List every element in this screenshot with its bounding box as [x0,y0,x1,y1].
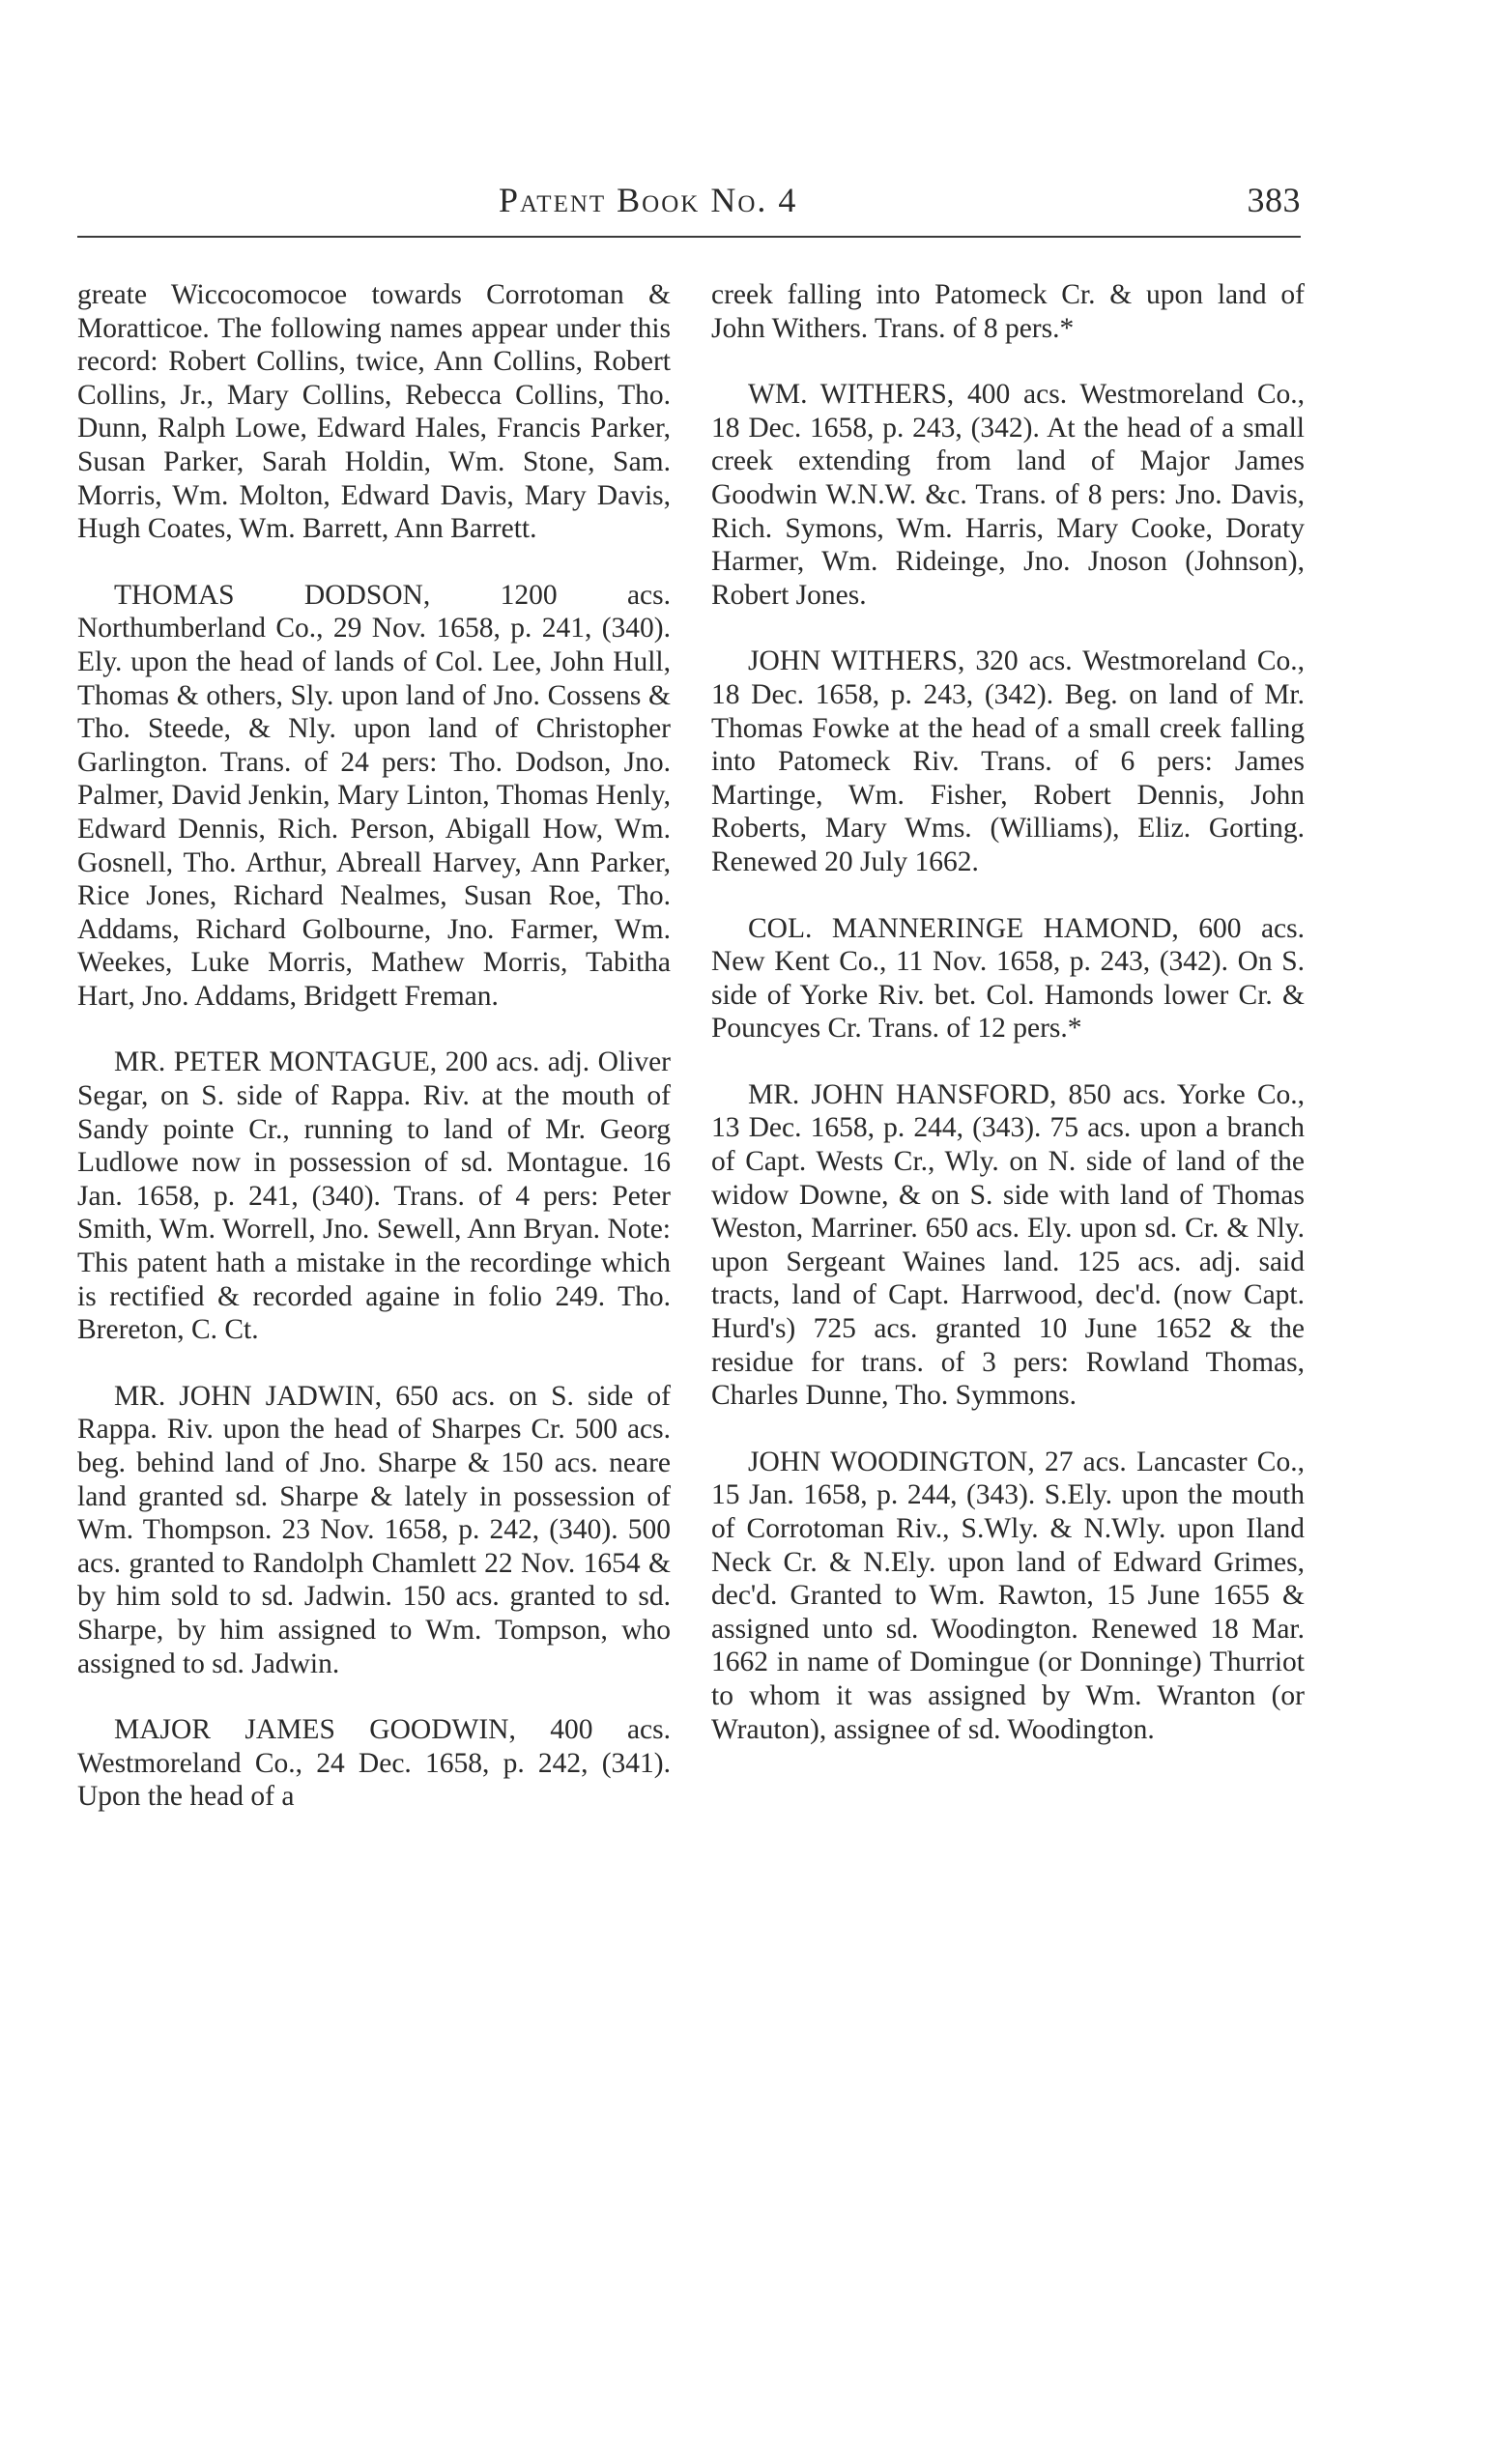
right-continuation-paragraph: creek falling into Patomeck Cr. & upon land of John Withers. Trans. of 8 pers.* [711,279,1305,344]
running-title: Patent Book No. 4 [499,181,798,219]
patent-entry-john-hansford: MR. JOHN HANSFORD, 850 acs. Yorke Co., 13 Dec. 1658, p. 244, (343). 75 acs. upon a branch of Capt. Wests Cr., Wly. on N. side of land of the widow Downe, & on S. side with land of Thomas Weston, Marriner. 650 acs. Ely. upon sd. Cr. & Nly. upon Sergeant Waines land. 125 acs. adj. said tracts, land of Capt. Harrwood, dec'd. (now Capt. Hurd's) 725 acs. granted 10 June 1652 & the residue for trans. of 3 pers: Rowland Thomas, Charles Dunne, Tho. Symmons. [711,1078,1305,1412]
right-column [711,278,1305,1779]
patent-entry-john-woodington: JOHN WOODINGTON, 27 acs. Lancaster Co., 15 Jan. 1658, p. 244, (343). S.Ely. upon the mouth of Corrotoman Riv., S.Wly. & N.Wly. upon Iland Neck Cr. & N.Ely. upon land of Edward Grimes, dec'd. Granted to Wm. Rawton, 15 June 1655 & assigned unto sd. Woodington. Renewed 18 Mar. 1662 in name of Domingue (or Donninge) Thurriot to whom it was assigned by Wm. Wranton (or Wrauton), assignee of sd. Woodington. [711,1446,1305,1745]
left-column [77,278,671,1847]
patent-entry-thomas-dodson: THOMAS DODSON, 1200 acs. Northumberland Co., 29 Nov. 1658, p. 241, (340). Ely. upon the head of lands of Col. Lee, John Hull, Thomas & others, Sly. upon land of Jno. Cossens & Tho. Steede, & Nly. upon land of Christopher Garlington. Trans. of 24 pers: Tho. Dodson, Jno. Palmer, David Jenkin, Mary Linton, Thomas Henly, Edward Dennis, Rich. Person, Abigall How, Wm. Gosnell, Tho. Arthur, Abreall Harvey, Ann Parker, Rice Jones, Richard Nealmes, Susan Roe, Tho. Addams, Richard Golbourne, Jno. Farmer, Wm. Weekes, Luke Morris, Mathew Morris, Tabitha Hart, Jno. Addams, Bridgett Freman. [77,579,671,1012]
patent-entry-james-goodwin: MAJOR JAMES GOODWIN, 400 acs. Westmoreland Co., 24 Dec. 1658, p. 242, (341). Upon the head of a [77,1714,671,1813]
patent-entry-john-withers: JOHN WITHERS, 320 acs. Westmoreland Co., 18 Dec. 1658, p. 243, (342). Beg. on land of Mr. Thomas Fowke at the head of a small creek falling into Patomeck Riv. Trans. of 6 pers: James Martinge, Wm. Fisher, Robert Dennis, John Roberts, Mary Wms. (Williams), Eliz. Gorting. Renewed 20 July 1662. [711,645,1305,877]
patent-entry-wm-withers: WM. WITHERS, 400 acs. Westmoreland Co., 18 Dec. 1658, p. 243, (342). At the head of a small creek extending from land of Major James Goodwin W.N.W. &c. Trans. of 8 pers: Jno. Davis, Rich. Symons, Wm. Harris, Mary Cooke, Doraty Harmer, Wm. Rideinge, Jno. Jnoson (Johnson), Robert Jones. [711,379,1305,611]
running-head [77,180,1301,226]
patent-entry-john-jadwin: MR. JOHN JADWIN, 650 acs. on S. side of Rappa. Riv. upon the head of Sharpes Cr. 500 acs. beg. behind land of Jno. Sharpe & 150 acs. neare land granted sd. Sharpe & lately in possession of Wm. Thompson. 23 Nov. 1658, p. 242, (340). 500 acs. granted to Randolph Chamlett 22 Nov. 1654 & by him sold to sd. Jadwin. 150 acs. granted to sd. Sharpe, by him assigned to Wm. Tompson, who assigned to sd. Jadwin. [77,1380,671,1679]
patent-entry-peter-montague: MR. PETER MONTAGUE, 200 acs. adj. Oliver Segar, on S. side of Rappa. Riv. at the mouth of Sandy pointe Cr., running to land of Mr. Georg Ludlowe now in possession of sd. Montague. 16 Jan. 1658, p. 241, (340). Trans. of 4 pers: Peter Smith, Wm. Worrell, Jno. Sewell, Ann Bryan. Note: This patent hath a mistake in the recordinge which is rectified & recorded againe in folio 249. Tho. Brereton, C. Ct. [77,1046,671,1346]
page-number: 383 [1247,181,1301,219]
header-rule [77,236,1301,238]
left-continuation-paragraph: greate Wiccocomocoe towards Corrotoman & Moratticoe. The following names appear under this record: Robert Collins, twice, Ann Collins, Robert Collins, Jr., Mary Collins, Rebecca Collins, Tho. Dunn, Ralph Lowe, Edward Hales, Francis Parker, Susan Parker, Sarah Holdin, Wm. Stone, Sam. Morris, Wm. Molton, Edward Davis, Mary Davis, Hugh Coates, Wm. Barrett, Ann Barrett. [77,279,671,545]
patent-entry-manneringe-hamond: COL. MANNERINGE HAMOND, 600 acs. New Kent Co., 11 Nov. 1658, p. 243, (342). On S. side of Yorke Riv. bet. Col. Hamonds lower Cr. & Pouncyes Cr. Trans. of 12 pers.* [711,912,1305,1045]
